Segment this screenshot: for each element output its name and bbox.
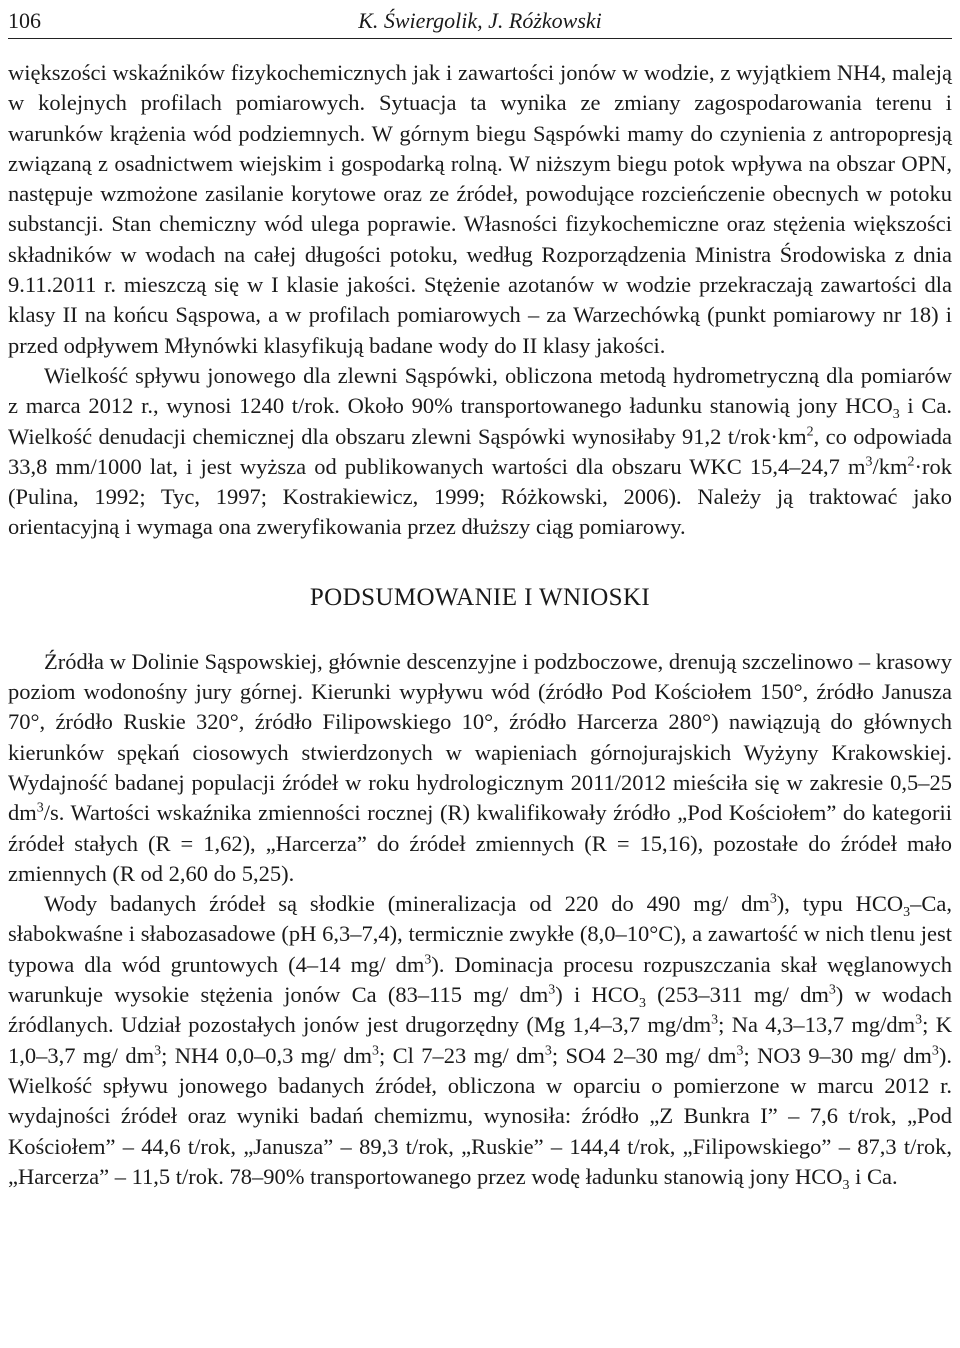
page-number: 106 (8, 8, 41, 33)
paragraph-water-quality: większości wskaźników fizykochemicznych jak i zawartości jonów w wodzie, z wyjątkiem NH4, maleją w kolejnych profilach pomiarowych. Sytuacja ta wynika ze zmiany zagospodarowania terenu i warunków krążenia wód podziemnych. W górnym biegu Sąspówki mamy do czynienia z antropopresją związaną z osadnictwem wiejskim i gospodarką rolną. W niższym biegu potok wpływa na obszar OPN, następuje wzmożone zasilanie korytowe oraz ze źródeł, powodujące rozcieńczenie obecnych w potoku substancji. Stan chemiczny wód ulega poprawie. Własności fizykochemiczne oraz stężenia większości składników w wodach na całej długości potoku, według Rozporządzenia Ministra Środowiska z dnia 9.11.2011 r. mieszczą się w I klasie jakości. Stężenie azotanów w wodzie przekraczają zawartości dla klasy II na końcu Sąspowa, a w profilach pomiarowych – za Warzechówką (punkt pomiarowy nr 18) i przed odpływem Młynówki klasyfikują badane wody do II klasy jakości. (8, 60, 952, 358)
paragraph-spring-chemistry: Wody badanych źródeł są słodkie (mineralizacja od 220 do 490 mg/ $dm^3$), typu $HCO_3-Ca$, słabokwaśne i słabozasadowe (pH 6,3–7,4), termicznie zwykłe (8,0–10°C), a zawartość w nich tlenu jest typowa dla wód gruntowych (4–14 mg/ $dm^3$). Dominacja procesu rozpuszczania skał węglanowych warunkuje wysokie stężenia jonów Ca (83–115 mg/ $dm^3$) i $HCO_3$ (253–311 mg/ $dm^3$) w wodach źródlanych. Udział pozostałych jonów jest drugorzędny (Mg 1,4–3,7 $mg/dm^3$; Na 4,3–13,7 $mg/dm^3$; K 1,0–3,7 mg/ $dm^3$; NH4 0,0–0,3 mg/ $dm^3$; Cl 7–23 mg/ $dm^3$; SO4 2–30 mg/ $dm^3$; NO3 9–30 mg/ $dm^3$). Wielkość spływu jonowego badanych źródeł, obliczona w oparciu o pomierzone w marcu 2012 r. wydajności źródeł oraz wyniki badań chemizmu, wynosiła: źródło „Z Bunkra I” – 7,6 t/rok, „Pod Kościołem” – 44,6 t/rok, „Janusza” – 89,3 t/rok, „Ruskie” – 144,4 t/rok, „Filipowskiego” – 87,3 t/rok, „Harcerza” – 11,5 t/rok. 78–90% transportowanego przez wodę ładunku stanowią jony $HCO_3$ i Ca. (8, 891, 953, 1193)
article-body (8, 58, 952, 1192)
running-head: K. Świergolik, J. Różkowski (358, 8, 602, 33)
section-heading: PODSUMOWANIE I WNIOSKI (309, 583, 651, 611)
page-header (8, 6, 952, 39)
paragraph-ion-runoff: Wielkość spływu jonowego dla zlewni Sąspówki, obliczona metodą hydrometryczną dla pomiarów z marca 2012 r., wynosi 1240 t/rok. Około 90% transportowanego ładunku stanowią jony $HCO_3$ i Ca. Wielkość denudacji chemicznej dla obszaru zlewni Sąspówki wynosiłaby 91,2 $t/rok\cdot km^2$, co odpowiada 33,8 mm/1000 lat, i jest wyższa od publikowanych wartości dla obszaru WKC 15,4–24,7 $m^3/km^2\cdot rok$ (Pulina, 1992; Tyc, 1997; Kostrakiewicz, 1999; Różkowski, 2006). Należy ją traktować jako orientacyjną i wymaga ona zweryfikowania przez dłuższy ciąg pomiarowy. (8, 362, 952, 540)
paragraph-springs: Źródła w Dolinie Sąspowskiej, głównie descenzyjne i podzboczowe, drenują szczelinowo – krasowy poziom wodonośny jury górnej. Kierunki wypływu wód (źródło Pod Kościołem 150°, źródło Janusza 70°, źródło Ruskie 320°, źródło Filipowskiego 10°, źródło Harcerza 280°) nawiązują do głównych kierunków spękań ciosowych stwierdzonych w wapieniach górnojurajskich Wyżyny Krakowskiej. Wydajność badanej populacji źródeł w roku hydrologicznym 2011/2012 mieściła się w zakresie 0,5–25 $dm^3/s$. Wartości wskaźnika zmienności rocznej (R) kwalifikowały źródło „Pod Kościołem” do kategorii źródeł stałych (R = 1,62), „Harcerza” do źródeł zmiennych (R = 15,16), pozostałe do źródeł mało zmiennych (R od 2,60 do 5,25). (8, 648, 952, 886)
